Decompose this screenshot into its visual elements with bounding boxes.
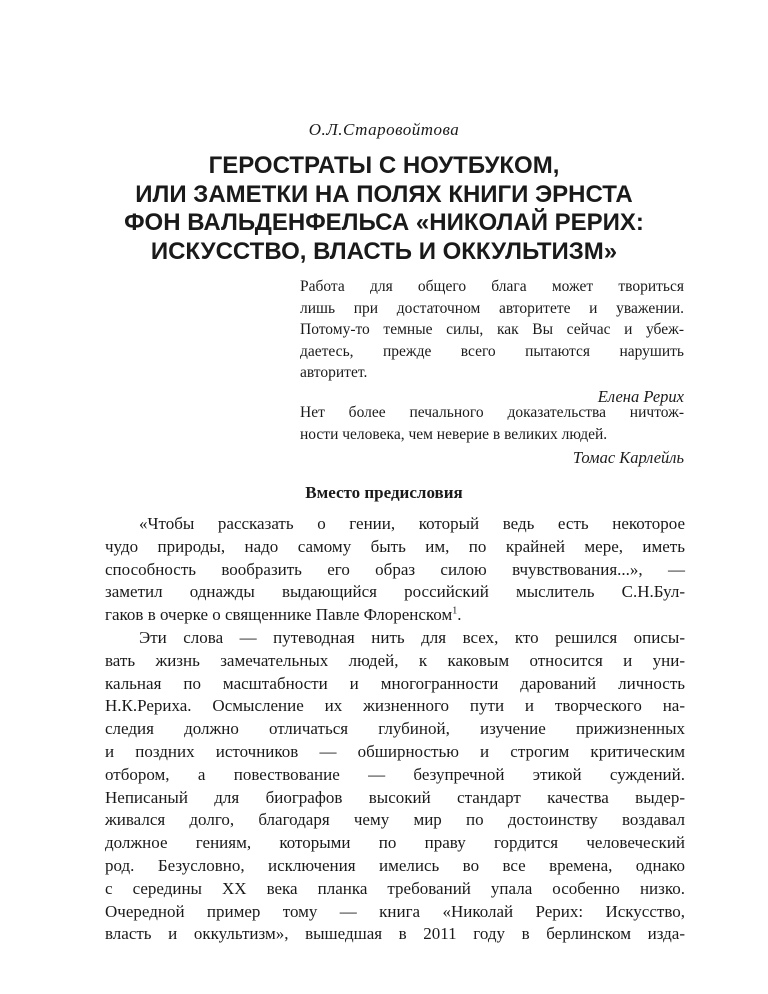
title-line: ИЛИ ЗАМЕТКИ НА ПОЛЯХ КНИГИ ЭРНСТА [135, 180, 633, 208]
epigraph [300, 402, 684, 469]
epigraph-author: Елена Рерих [597, 386, 684, 406]
epigraph-line: даетесь, прежде всего пытаются нарушить [300, 342, 684, 360]
epigraph [300, 276, 684, 407]
text-line: чудо природы, надо самому быть им, по крайней мере, иметь [105, 536, 685, 556]
text-line: Неписаный для биографов высокий стандарт качества выдер- [105, 787, 685, 807]
article-title [100, 152, 668, 266]
epigraph-line: авторитет. [300, 364, 368, 381]
text-line [105, 604, 685, 627]
text-line: власть и оккультизм», вышедшая в 2011 году в берлинском изда- [105, 924, 685, 944]
title-line: ИСКУССТВО, ВЛАСТЬ И ОККУЛЬТИЗМ» [150, 237, 618, 265]
text-line: с середины XX века планка требований упала особенно низко. [105, 878, 685, 898]
text-line: Эти слова — путеводная нить для всех, кто решился описы- [139, 627, 685, 647]
epigraph-line: ности человека, чем неверие в великих людей. [300, 425, 608, 443]
text-line: следия должно отличаться глубиной, изучение прижизненных [105, 719, 685, 739]
text-line: Н.К.Рериха. Осмысление их жизненного пути и творческого на- [105, 696, 685, 716]
epigraph-line: Потому-то темные силы, как Вы сейчас и убеж- [300, 321, 684, 338]
text-line: способность вообразить его образ силою вчувствования...», — [105, 559, 685, 579]
text-line: живался долго, благодаря чему мир по достоинству воздавал [105, 810, 685, 830]
body-text [105, 513, 685, 946]
epigraph-line: лишь при достаточном авторитете и уважении. [300, 299, 684, 317]
text-line: вать жизнь замечательных людей, к каковым относится и уни- [105, 650, 685, 670]
title-line: ФОН ВАЛЬДЕНФЕЛЬСА «НИКОЛАЙ РЕРИХ: [124, 209, 644, 236]
footnote-ref: 1 [452, 605, 458, 617]
text-line: отбором, а повествование — безупречной этикой суждений. [105, 764, 685, 784]
text-line: должное гениям, которыми по праву гордится человеческий [105, 833, 685, 853]
epigraph-author: Томас Карлейль [572, 448, 684, 467]
epigraph-line: Нет более печального доказательства ничтож- [300, 404, 684, 421]
author-name: О.Л.Старовойтова [308, 120, 460, 139]
text-line: род. Безусловно, исключения имелись во все времена, однако [105, 855, 685, 875]
title-line: ГЕРОСТРАТЫ С НОУТБУКОМ, [208, 152, 560, 179]
epigraph-text [300, 402, 684, 445]
text-line: «Чтобы рассказать о гении, который ведь есть некоторое [139, 514, 685, 533]
text-line: кальная по масштабности и многогранности дарований личность [105, 673, 685, 693]
epigraph-line: Работа для общего блага может твориться [300, 278, 684, 295]
text-line: заметил однажды выдающийся российский мыслитель С.Н.Бул- [105, 582, 685, 602]
text-line-content: гаков в очерке о священнике Павле Флоренском [105, 605, 453, 625]
period: . [457, 605, 462, 625]
epigraph-text [300, 276, 684, 384]
text-line: и поздних источников — обширностью и строгим критическим [105, 741, 685, 761]
text-line: Очередной пример тому — книга «Николай Рерих: Искусство, [105, 901, 685, 921]
section-heading: Вместо предисловия [305, 483, 463, 502]
